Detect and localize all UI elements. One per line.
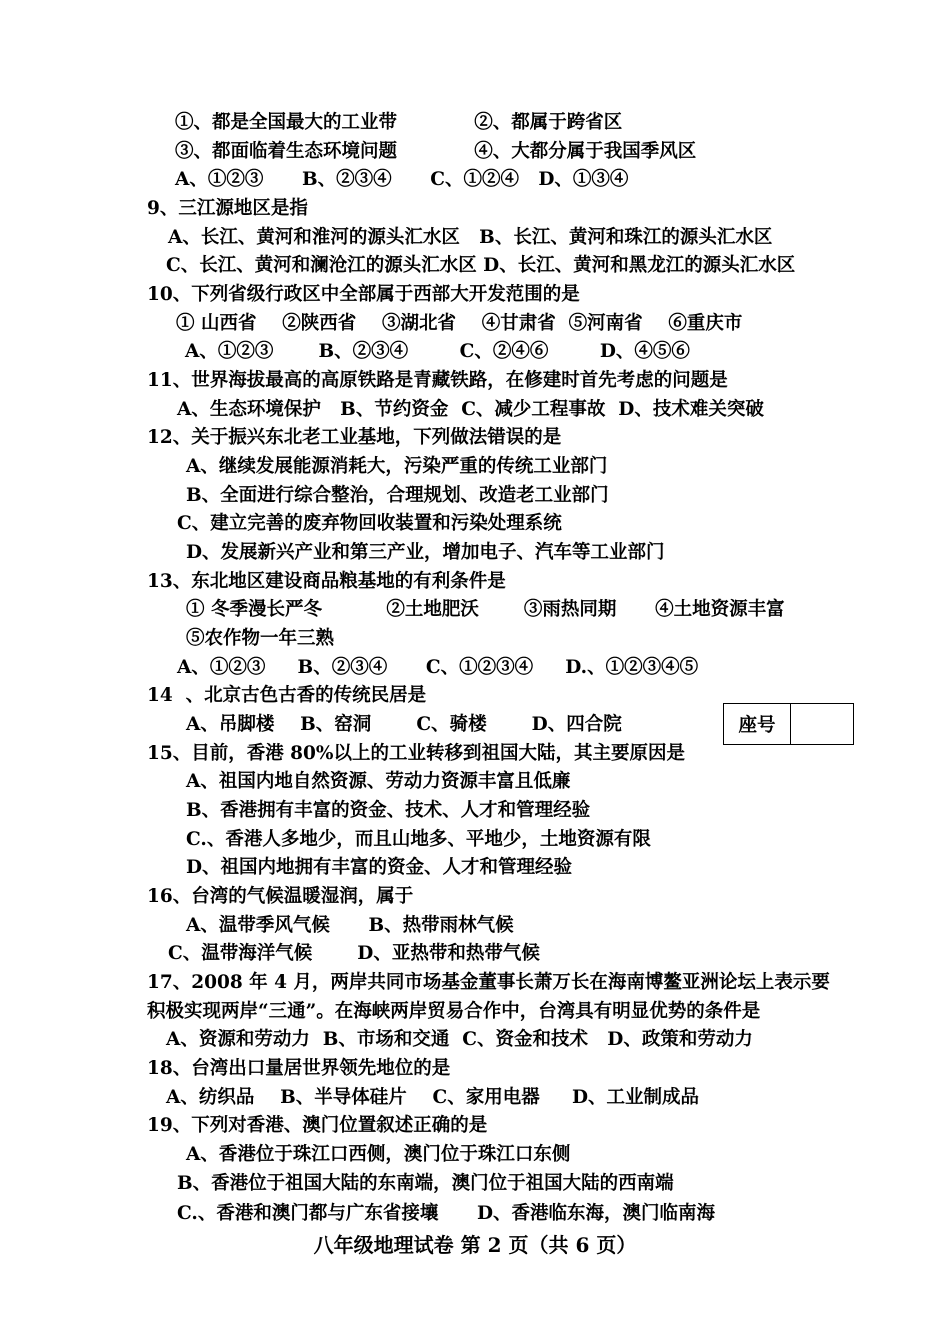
seat-number-label: 座号 xyxy=(724,704,791,744)
text-line: A、吊脚楼 B、窑洞 C、骑楼 D、四合院 xyxy=(186,714,622,735)
text-line: ③、都面临着生态环境问题 ④、大都分属于我国季风区 xyxy=(175,141,697,162)
text-line: ① 冬季漫长严冬 ②土地肥沃 ③雨热同期 ④土地资源丰富 xyxy=(186,599,785,620)
text-line: A、香港位于珠江口西侧，澳门位于珠江口东侧 xyxy=(186,1144,571,1165)
text-line: 18、台湾出口量居世界领先地位的是 xyxy=(147,1058,451,1079)
text-line: B、香港拥有丰富的资金、技术、人才和管理经验 xyxy=(186,800,591,821)
text-line: B、香港位于祖国大陆的东南端，澳门位于祖国大陆的西南端 xyxy=(177,1173,674,1194)
text-line: A、资源和劳动力 B、市场和交通 C、资金和技术 D、政策和劳动力 xyxy=(166,1029,753,1050)
text-line: A、纺织品 B、半导体硅片 C、家用电器 D、工业制成品 xyxy=(166,1087,699,1108)
text-line: 12、关于振兴东北老工业基地，下列做法错误的是 xyxy=(147,427,562,448)
seat-number-field[interactable] xyxy=(791,704,853,744)
text-line: A、继续发展能源消耗大，污染严重的传统工业部门 xyxy=(186,456,608,477)
text-line: C.、香港和澳门都与广东省接壤 D、香港临东海，澳门临南海 xyxy=(177,1203,716,1224)
text-line: A、生态环境保护 B、节约资金 C、减少工程事故 D、技术难关突破 xyxy=(177,399,764,420)
text-line: 10、下列省级行政区中全部属于西部大开发范围的是 xyxy=(147,284,580,305)
text-line: A、温带季风气候 B、热带雨林气候 xyxy=(186,915,514,936)
text-line: 17、2008 年 4 月，两岸共同市场基金董事长萧万长在海南博鳌亚洲论坛上表示要 xyxy=(147,972,830,993)
text-line: C.、香港人多地少，而且山地多、平地少，土地资源有限 xyxy=(186,829,651,850)
page-footer: 八年级地理试卷 第 2 页（共 6 页） xyxy=(313,1233,637,1257)
text-line: 积极实现两岸“三通”。在海峡两岸贸易合作中，台湾具有明显优势的条件是 xyxy=(147,1001,761,1022)
text-line: ① 山西省 ②陕西省 ③湖北省 ④甘肃省 ⑤河南省 ⑥重庆市 xyxy=(176,313,743,334)
text-line: 9、三江源地区是指 xyxy=(147,198,308,219)
text-line: C、温带海洋气候 D、亚热带和热带气候 xyxy=(168,943,540,964)
text-line: 19、下列对香港、澳门位置叙述正确的是 xyxy=(147,1115,488,1136)
text-line: D、祖国内地拥有丰富的资金、人才和管理经验 xyxy=(186,857,573,878)
text-line: 15、目前，香港 80%以上的工业转移到祖国大陆，其主要原因是 xyxy=(147,743,686,764)
text-line: 14 、北京古色古香的传统民居是 xyxy=(147,685,427,706)
text-line: ①、都是全国最大的工业带 ②、都属于跨省区 xyxy=(175,112,623,133)
text-line: D、发展新兴产业和第三产业，增加电子、汽车等工业部门 xyxy=(186,542,665,563)
text-line: A、①②③ B、②③④ C、①②④ D、①③④ xyxy=(175,169,629,190)
text-line: A、①②③ B、②③④ C、①②③④ D.、①②③④⑤ xyxy=(177,657,699,678)
text-line: A、长江、黄河和淮河的源头汇水区 B、长江、黄河和珠江的源头汇水区 xyxy=(168,227,773,248)
text-line: B、全面进行综合整治，合理规划、改造老工业部门 xyxy=(186,485,609,506)
seat-number-box xyxy=(723,703,854,745)
text-line: 16、台湾的气候温暖湿润，属于 xyxy=(147,886,414,907)
text-line: 13、东北地区建设商品粮基地的有利条件是 xyxy=(147,571,506,592)
text-line: ⑤农作物一年三熟 xyxy=(186,628,335,649)
text-line: A、祖国内地自然资源、劳动力资源丰富且低廉 xyxy=(186,771,571,792)
text-line: C、长江、黄河和澜沧江的源头汇水区 D、长江、黄河和黑龙江的源头汇水区 xyxy=(166,255,796,276)
text-line: C、建立完善的废弃物回收装置和污染处理系统 xyxy=(177,513,562,534)
text-line: A、①②③ B、②③④ C、②④⑥ D、④⑤⑥ xyxy=(185,341,690,362)
text-line: 11、世界海拔最高的高原铁路是青藏铁路，在修建时首先考虑的问题是 xyxy=(147,370,728,391)
